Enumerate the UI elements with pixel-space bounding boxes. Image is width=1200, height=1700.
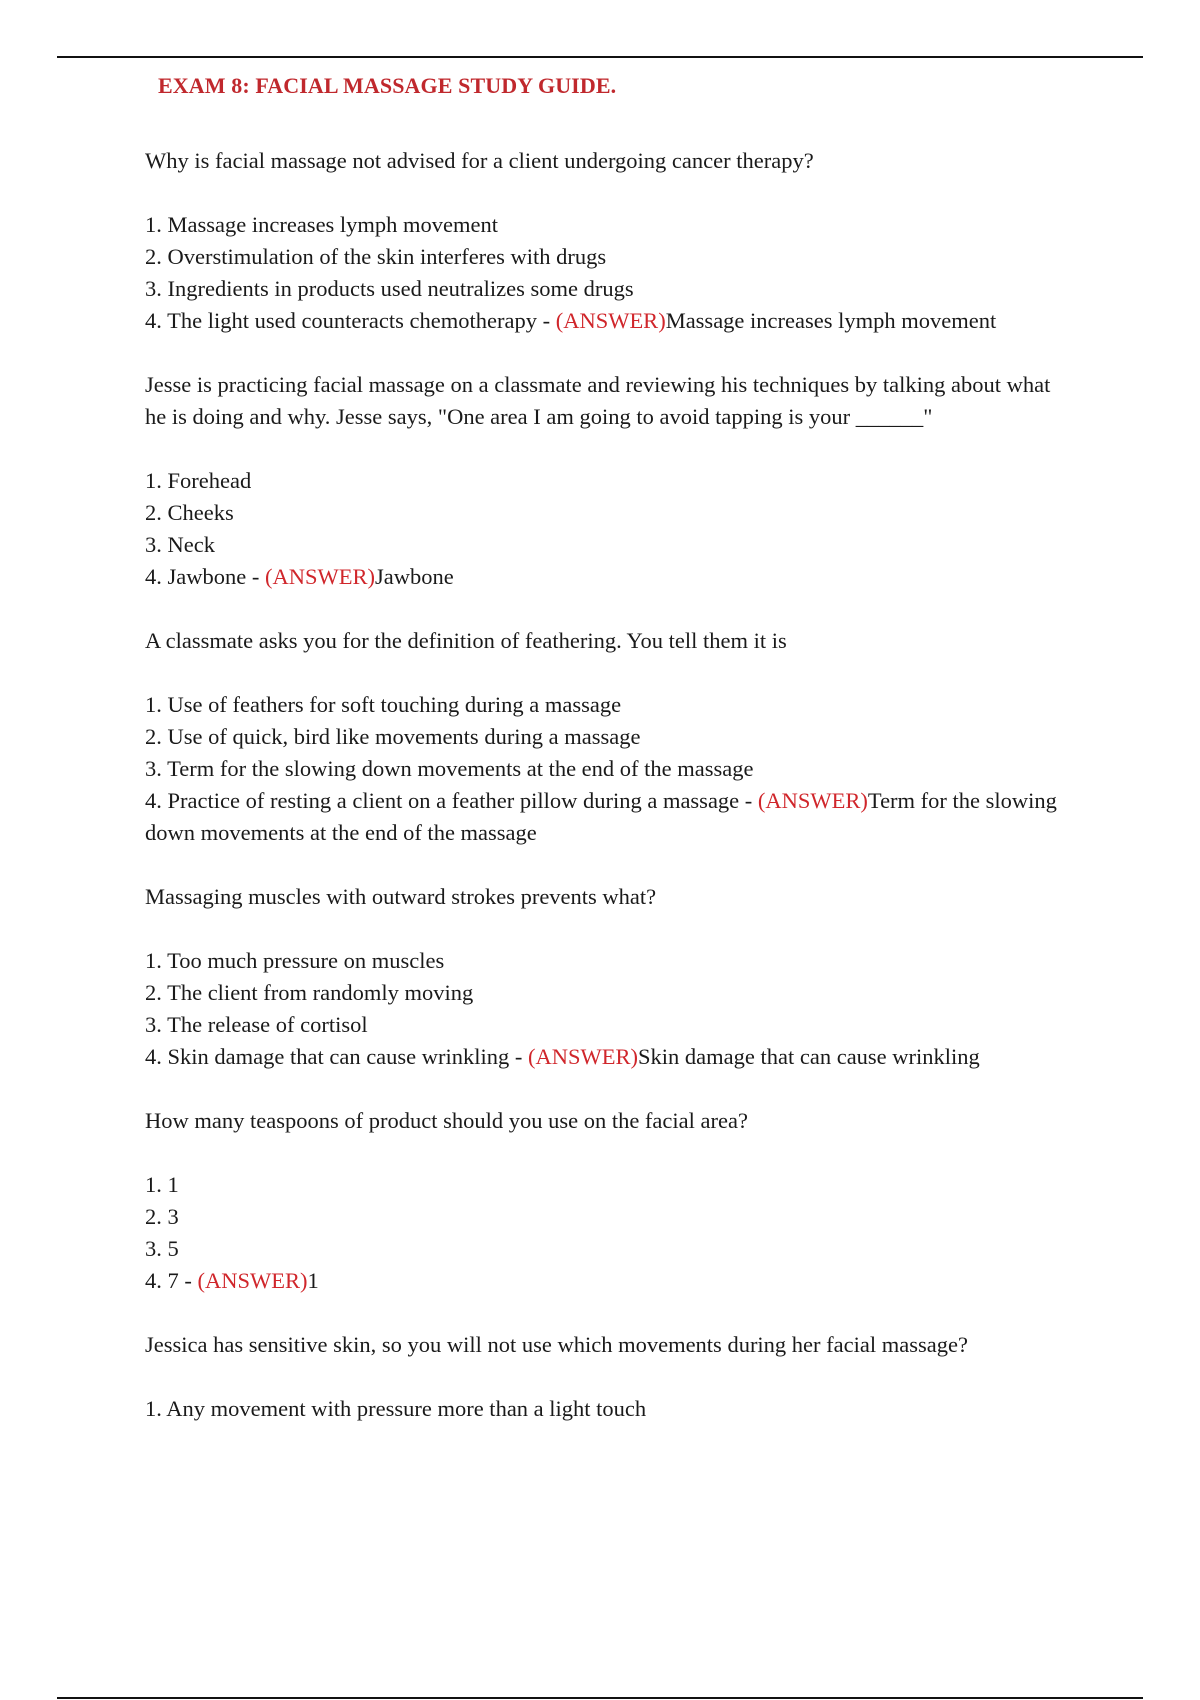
option-item: 3. Neck <box>145 532 215 557</box>
answer-text: Skin damage that can cause wrinkling <box>638 1044 980 1069</box>
option-text: 4. Jawbone - <box>145 564 265 589</box>
option-list <box>145 465 1075 593</box>
answer-tag: (ANSWER) <box>528 1044 639 1069</box>
question-prompt: Jessica has sensitive skin, so you will not use which movements during her facial massage? <box>145 1332 968 1357</box>
answer-text: Jawbone <box>374 564 454 589</box>
question-block <box>145 369 1075 593</box>
answer-tag: (ANSWER) <box>555 308 666 333</box>
answer-text: 1 <box>307 1268 319 1293</box>
option-list <box>145 945 1075 1073</box>
option-item: 1. Massage increases lymph movement <box>145 212 499 237</box>
option-item-with-answer <box>145 1041 1075 1073</box>
answer-tag: (ANSWER) <box>757 788 868 813</box>
option-list <box>145 1393 1075 1425</box>
option-item: 1. Too much pressure on muscles <box>145 948 445 973</box>
option-item: 3. 5 <box>145 1236 179 1261</box>
option-text: 4. Skin damage that can cause wrinkling - <box>145 1044 529 1069</box>
top-rule <box>57 56 1143 58</box>
question-prompt: Jesse is practicing facial massage on a classmate and reviewing his techniques by talking about what he is doing and why. Jesse says, "One area I am going to avoid tapping is your ______" <box>145 372 1051 429</box>
question-block <box>145 625 1075 849</box>
option-item: 1. Any movement with pressure more than a light touch <box>145 1396 647 1421</box>
option-item: 2. Use of quick, bird like movements during a massage <box>145 724 641 749</box>
option-item: 3. The release of cortisol <box>145 1012 368 1037</box>
question-block <box>145 145 1075 337</box>
answer-text: Term for the slowing down movements at the end of the massage <box>145 788 1057 845</box>
bottom-rule <box>57 1697 1143 1699</box>
option-item: 1. Forehead <box>145 468 252 493</box>
document-body <box>145 145 1075 1457</box>
option-item-with-answer <box>145 785 1075 849</box>
question-block <box>145 881 1075 1073</box>
answer-tag: (ANSWER) <box>197 1268 308 1293</box>
option-item: 3. Term for the slowing down movements at the end of the massage <box>145 756 754 781</box>
option-text: 4. The light used counteracts chemotherapy - <box>145 308 556 333</box>
option-item: 1. 1 <box>145 1172 179 1197</box>
option-item-with-answer <box>145 561 1075 593</box>
option-list <box>145 689 1075 849</box>
answer-text: Massage increases lymph movement <box>665 308 997 333</box>
answer-tag: (ANSWER) <box>264 564 375 589</box>
option-list <box>145 209 1075 337</box>
option-item: 1. Use of feathers for soft touching during a massage <box>145 692 622 717</box>
page-title: EXAM 8: FACIAL MASSAGE STUDY GUIDE. <box>158 73 617 98</box>
question-prompt: A classmate asks you for the definition of feathering. You tell them it is <box>145 628 787 653</box>
option-list <box>145 1169 1075 1297</box>
option-text: 4. Practice of resting a client on a feather pillow during a massage - <box>145 788 758 813</box>
option-item: 3. Ingredients in products used neutralizes some drugs <box>145 276 634 301</box>
option-item-with-answer <box>145 1265 1075 1297</box>
option-item: 2. 3 <box>145 1204 179 1229</box>
question-prompt: How many teaspoons of product should you use on the facial area? <box>145 1108 748 1133</box>
option-text: 4. 7 - <box>145 1268 198 1293</box>
question-prompt: Massaging muscles with outward strokes prevents what? <box>145 884 657 909</box>
option-item: 2. The client from randomly moving <box>145 980 474 1005</box>
question-prompt: Why is facial massage not advised for a client undergoing cancer therapy? <box>145 148 814 173</box>
option-item-with-answer <box>145 305 1075 337</box>
question-block <box>145 1329 1075 1425</box>
option-item: 2. Cheeks <box>145 500 234 525</box>
question-block <box>145 1105 1075 1297</box>
option-item: 2. Overstimulation of the skin interferes with drugs <box>145 244 607 269</box>
